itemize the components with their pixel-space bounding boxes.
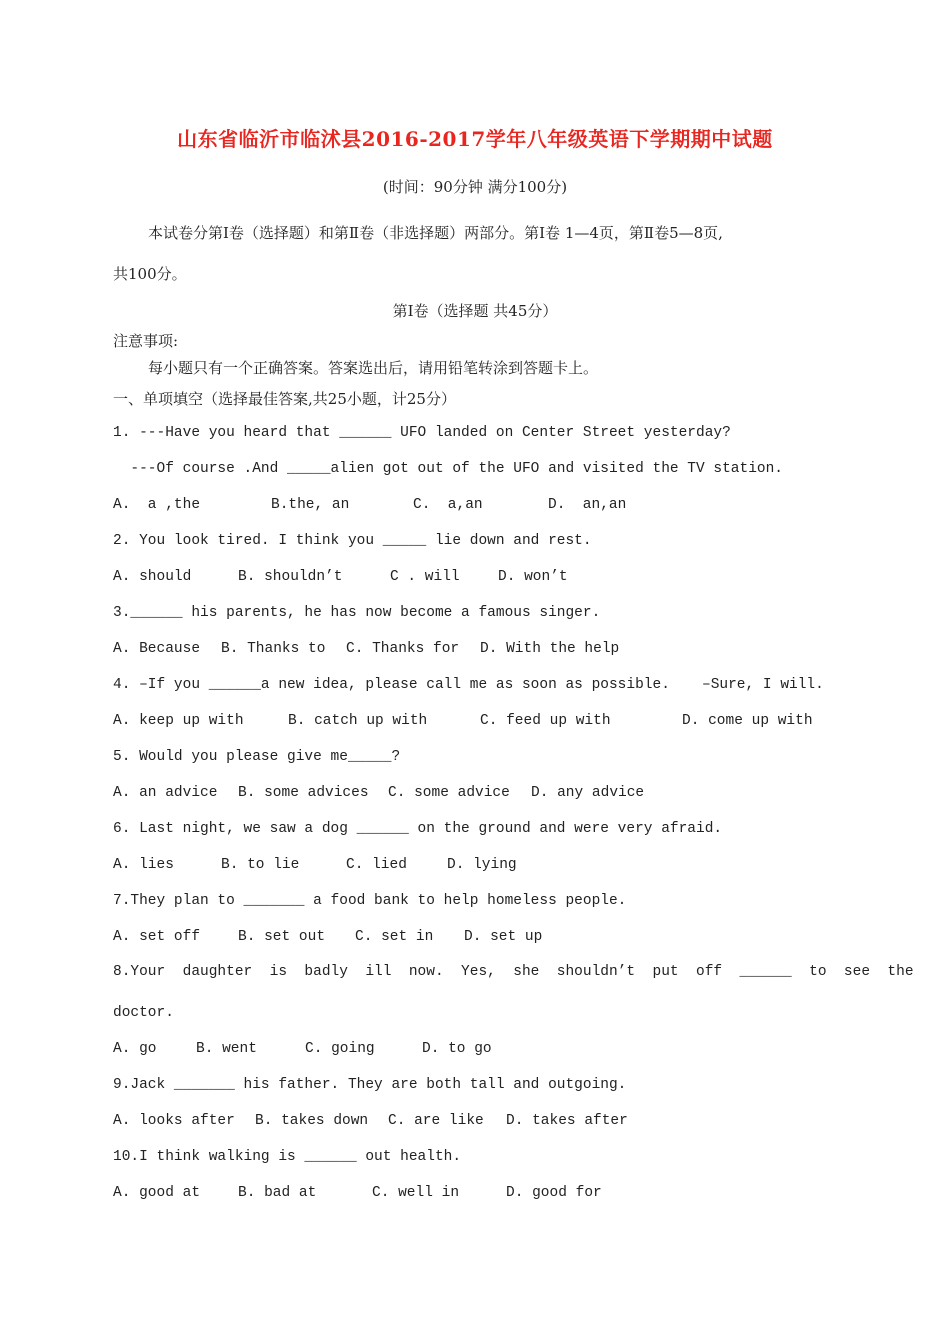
option-c: C. feed up with xyxy=(480,713,611,729)
question-stem: 6. Last night, we saw a dog ______ on the ground and were very afraid. xyxy=(113,821,723,837)
question-stem: 9.Jack _______ his father. They are both tall and outgoing. xyxy=(113,1077,627,1093)
question-stem: 2. You look tired. I think you _____ lie down and rest. xyxy=(113,533,592,549)
notice-label: 注意事项: xyxy=(113,332,179,350)
option-d: D. won’t xyxy=(498,569,568,585)
question-stem: 10.I think walking is ______ out health. xyxy=(113,1149,462,1165)
part-heading: 一、单项填空（选择最佳答案,共25小题，计25分） xyxy=(113,390,456,408)
option-c: C. going xyxy=(305,1041,375,1057)
option-b: B. shouldn’t xyxy=(238,569,343,585)
option-b: B. set out xyxy=(238,929,326,945)
option-a: A. a ,the xyxy=(113,497,201,513)
question-stem: 8.Your daughter is badly ill now. Yes, she shouldn’t put off ______ to see the xyxy=(113,964,914,980)
option-d: D. an,an xyxy=(548,497,627,513)
intro-text-cont: 共100分。 xyxy=(113,265,187,283)
question-stem: 3.______ his parents, he has now become a famous singer. xyxy=(113,605,601,621)
question-stem: 1. ---Have you heard that ______ UFO landed on Center Street yesterday? xyxy=(113,425,731,441)
question-stem-line2: doctor. xyxy=(113,1005,174,1021)
option-d: D. With the help xyxy=(480,641,620,657)
question-stem-line2: ---Of course .And _____alien got out of the UFO and visited the TV station. xyxy=(113,461,784,477)
section-heading: 第Ⅰ卷（选择题 共45分） xyxy=(392,302,558,320)
option-a: A. keep up with xyxy=(113,713,244,729)
option-c: C. lied xyxy=(346,857,407,873)
option-b: B.the, an xyxy=(271,497,350,513)
option-d: D. to go xyxy=(422,1041,492,1057)
option-b: B. some advices xyxy=(238,785,369,801)
option-c: C . will xyxy=(390,569,460,585)
question-stem: 7.They plan to _______ a food bank to help homeless people. xyxy=(113,893,627,909)
option-a: A. should xyxy=(113,569,192,585)
option-d: D. lying xyxy=(447,857,517,873)
document-title: 山东省临沂市临沭县2016-2017学年八年级英语下学期期中试题 xyxy=(177,127,773,151)
option-d: D. takes after xyxy=(506,1113,628,1129)
option-d: D. come up with xyxy=(682,713,813,729)
option-b: B. catch up with xyxy=(288,713,428,729)
option-a: A. set off xyxy=(113,929,201,945)
option-c: C. Thanks for xyxy=(346,641,460,657)
question-stem: 5. Would you please give me_____? xyxy=(113,749,401,765)
option-a: A. an advice xyxy=(113,785,218,801)
option-a: A. Because xyxy=(113,641,201,657)
intro-text: 本试卷分第Ⅰ卷（选择题）和第Ⅱ卷（非选择题）两部分。第Ⅰ卷 1—4页，第Ⅱ卷5—8页, xyxy=(148,224,723,242)
option-a: A. good at xyxy=(113,1185,201,1201)
option-c: C. a,an xyxy=(413,497,483,513)
question-stem-reply: –Sure, I will. xyxy=(702,677,824,693)
option-c: C. well in xyxy=(372,1185,460,1201)
option-d: D. good for xyxy=(506,1185,602,1201)
option-a: A. lies xyxy=(113,857,174,873)
option-b: B. went xyxy=(196,1041,257,1057)
option-d: D. set up xyxy=(464,929,543,945)
exam-time-info: (时间：90分钟 满分100分) xyxy=(382,178,568,196)
option-b: B. to lie xyxy=(221,857,300,873)
option-a: A. looks after xyxy=(113,1113,235,1129)
notice-text: 每小题只有一个正确答案。答案选出后，请用铅笔转涂到答题卡上。 xyxy=(148,359,599,377)
option-b: B. Thanks to xyxy=(221,641,326,657)
option-c: C. some advice xyxy=(388,785,510,801)
option-c: C. are like xyxy=(388,1113,484,1129)
option-d: D. any advice xyxy=(531,785,645,801)
option-a: A. go xyxy=(113,1041,157,1057)
option-b: B. takes down xyxy=(255,1113,369,1129)
question-stem: 4. –If you ______a new idea, please call me as soon as possible. xyxy=(113,677,670,693)
option-b: B. bad at xyxy=(238,1185,317,1201)
option-c: C. set in xyxy=(355,929,434,945)
